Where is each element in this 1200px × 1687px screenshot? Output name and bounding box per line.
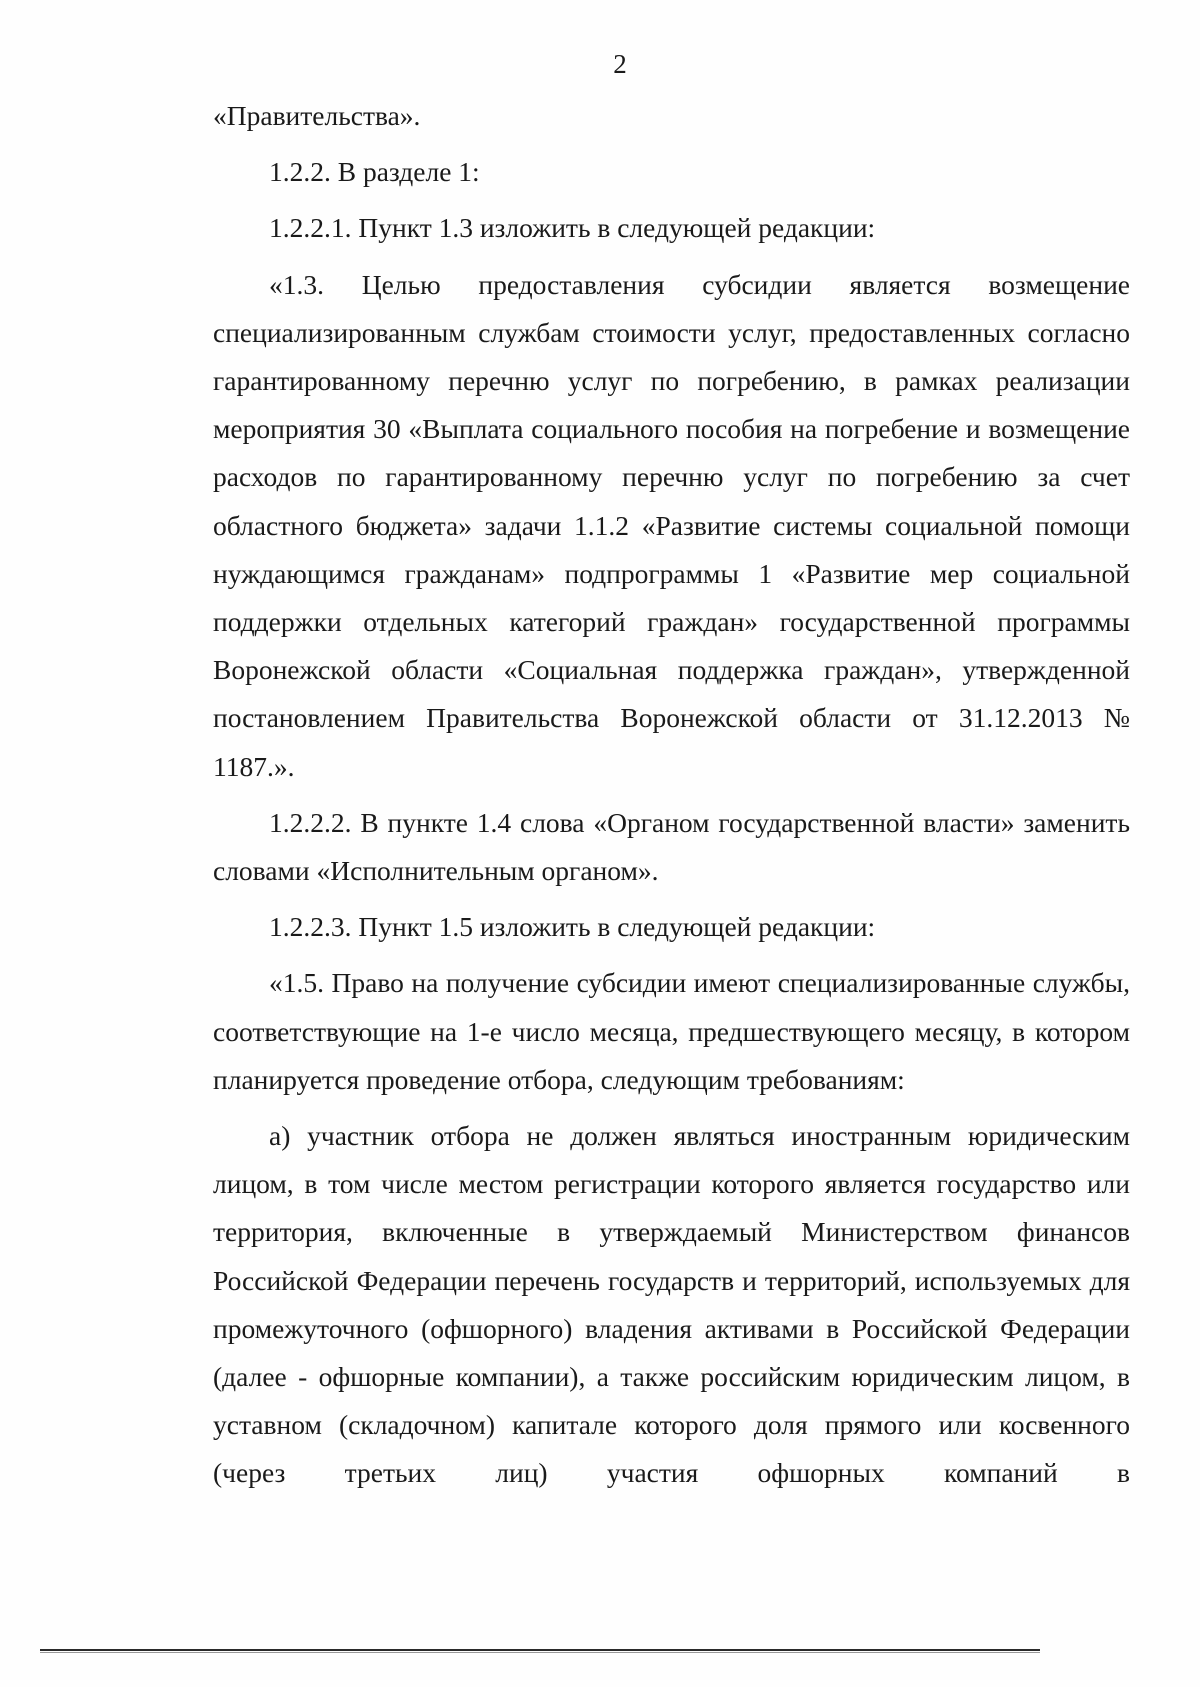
document-body [213,92,1130,1498]
paragraph-quote-1-5: «1.5. Право на получение субсидии имеют специализированные службы, соответствующие на 1-е число месяца, предшествующего месяцу, в котором планируется проведение отбора, следующим требованиям: [213,967,1130,1095]
bottom-scan-edge-shadow [40,1652,1040,1653]
paragraph-section-1-2-2: 1.2.2. В разделе 1: [269,156,480,188]
paragraph-item-1-2-2-3: 1.2.2.3. Пункт 1.5 изложить в следующей редакции: [269,911,876,943]
bottom-scan-edge-line [40,1649,1040,1651]
paragraph-requirement-a: а) участник отбора не должен являться иностранным юридическим лицом, в том числе местом регистрации которого является государство или территория, включенные в утверждаемый Министерством финансов Российской Федерации перечень государств и территорий, используемых для промежуточного (офшорного) владения активами в Российской Федерации (далее - офшорные компании), а также российским юридическим лицом, в уставном (складочном) капитале которого доля прямого или косвенного (через третьих лиц) участия офшорных компаний в [213,1120,1130,1489]
paragraph-item-1-2-2-2: 1.2.2.2. В пункте 1.4 слова «Органом государственной власти» заменить словами «Исполнительным органом». [213,806,1130,887]
paragraph-continuation: «Правительства». [213,100,421,131]
paragraph-item-1-2-2-1: 1.2.2.1. Пункт 1.3 изложить в следующей редакции: [269,212,876,244]
paragraph-quote-1-3: «1.3. Целью предоставления субсидии является возмещение специализированным службам стоимости услуг, предоставленных согласно гарантированному перечню услуг по погребению, в рамках реализации мероприятия 30 «Выплата социального пособия на погребение и возмещение расходов по гарантированному перечню услуг по погребению за счет областного бюджета» задачи 1.1.2 «Развитие системы социальной помощи нуждающимся гражданам» подпрограммы 1 «Развитие мер социальной поддержки отдельных категорий граждан» государственной программы Воронежской области «Социальная поддержка граждан», утвержденной постановлением Правительства Воронежской области от 31.12.2013 № 1187.». [213,268,1130,782]
page-number: 2 [613,49,627,79]
